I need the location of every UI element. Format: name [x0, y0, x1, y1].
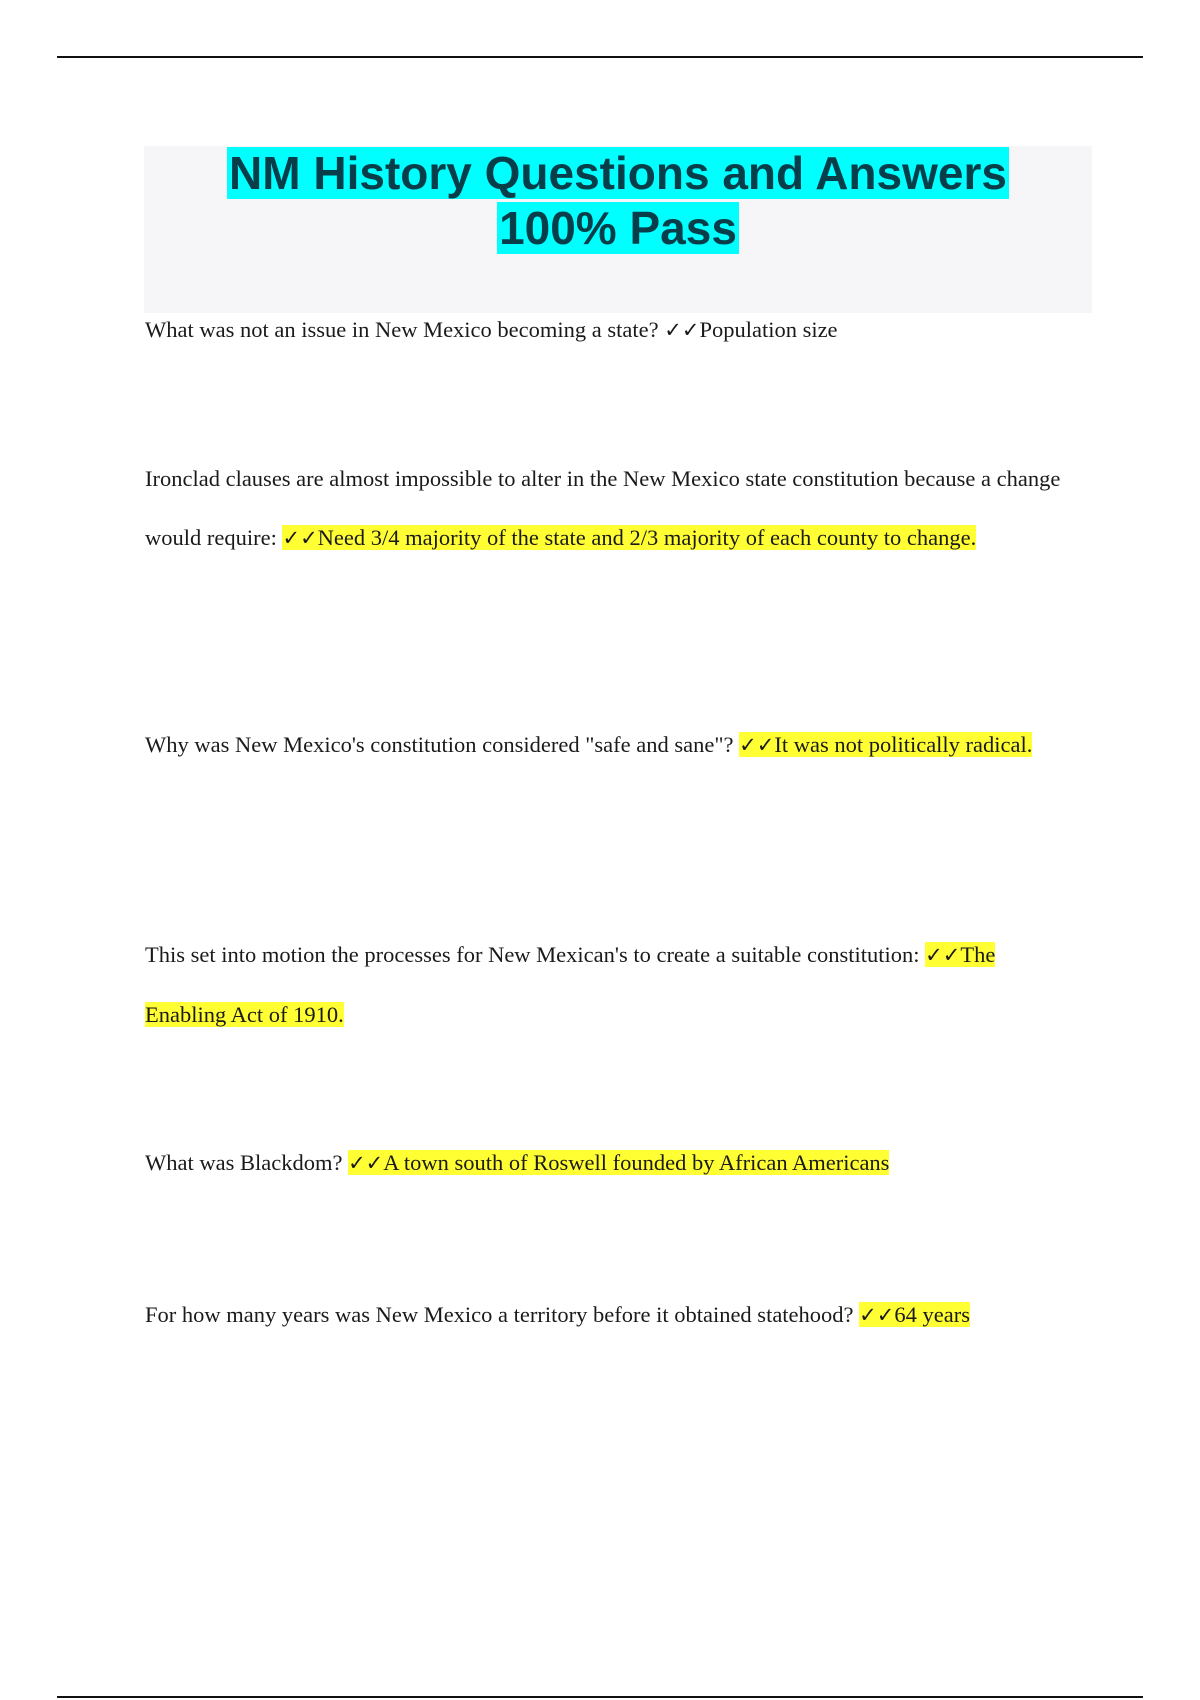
qa-item — [145, 449, 1075, 568]
question-text: For how many years was New Mexico a territory before it obtained statehood? — [145, 1302, 860, 1327]
page-title — [144, 146, 1092, 256]
qa-item — [145, 715, 1075, 775]
double-check-icon: ✓✓ — [925, 943, 961, 967]
answer-text: ✓✓Population size — [664, 317, 838, 342]
header-rule — [57, 56, 1143, 58]
title-line-1: NM History Questions and Answers — [229, 147, 1007, 199]
qa-item — [145, 1285, 1075, 1345]
question-text: Why was New Mexico's constitution considered "safe and sane"? — [145, 732, 740, 757]
double-check-icon: ✓✓ — [282, 526, 318, 550]
question-text: This set into motion the processes for New Mexican's to create a suitable constitution: — [145, 942, 926, 967]
footer-rule — [57, 1696, 1143, 1698]
double-check-icon: ✓✓ — [859, 1303, 895, 1327]
double-check-icon: ✓✓ — [664, 318, 700, 342]
title-line-2: 100% Pass — [499, 202, 737, 254]
question-text: Ironclad clauses are almost impossible to alter in the New Mexico state constitution because a change would require: — [145, 466, 1061, 550]
answer-text: ✓✓Need 3/4 majority of the state and 2/3 majority of each county to change. — [282, 525, 977, 550]
answer-text: ✓✓64 years — [859, 1302, 970, 1327]
qa-item — [145, 925, 1075, 1044]
answer-text: ✓✓It was not politically radical. — [739, 732, 1033, 757]
answer-text: ✓✓A town south of Roswell founded by African Americans — [348, 1150, 890, 1175]
double-check-icon: ✓✓ — [739, 733, 775, 757]
double-check-icon: ✓✓ — [348, 1151, 384, 1175]
answer-text: ✓✓The Enabling Act of 1910. — [145, 942, 996, 1027]
question-text: What was not an issue in New Mexico becoming a state? — [145, 317, 665, 342]
question-text: What was Blackdom? — [145, 1150, 349, 1175]
qa-item — [145, 1133, 1075, 1193]
qa-item — [145, 300, 1075, 360]
